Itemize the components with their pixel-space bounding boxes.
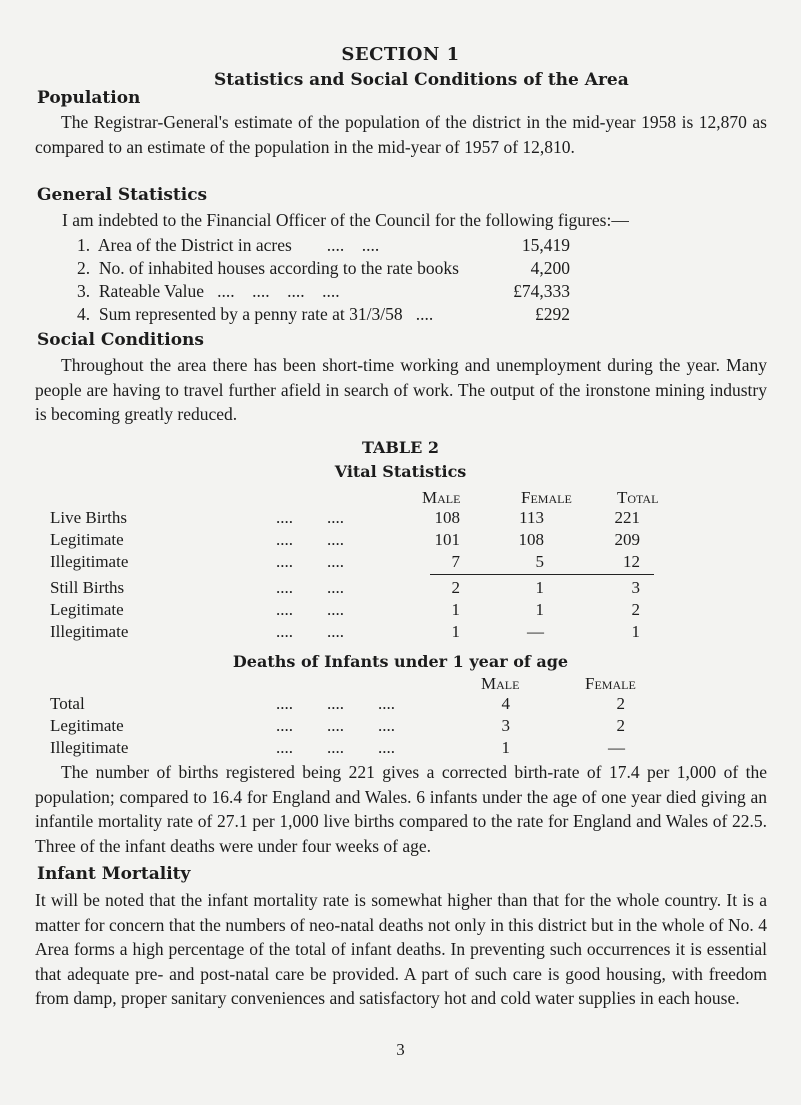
row-label: Illegitimate xyxy=(50,738,129,757)
cell-total: 1 xyxy=(631,622,640,641)
cell-female: — xyxy=(608,738,625,757)
column-header-female: Female xyxy=(585,674,636,693)
cell-female: 2 xyxy=(616,716,625,735)
row-dots: .... .... xyxy=(276,578,344,597)
general-statistics-intro: I am indebted to the Financial Officer of the Council for the following figures:— xyxy=(62,210,629,230)
infant-deaths-title: Deaths of Infants under 1 year of age xyxy=(232,652,569,671)
row-label: Legitimate xyxy=(50,716,124,735)
row-dots: .... .... .... xyxy=(276,716,395,735)
cell-male: 101 xyxy=(434,530,460,549)
stat-item-value: £292 xyxy=(535,304,570,324)
row-label: Legitimate xyxy=(50,530,124,549)
cell-female: 1 xyxy=(535,578,544,597)
row-label: Total xyxy=(50,694,85,713)
general-statistics-heading: General Statistics xyxy=(37,185,208,205)
stat-item-value: 4,200 xyxy=(530,258,570,278)
row-dots: .... .... xyxy=(276,508,344,527)
stat-item-value: 15,419 xyxy=(521,235,570,255)
row-dots: .... .... xyxy=(276,622,344,641)
row-dots: .... .... xyxy=(276,600,344,619)
row-label: Legitimate xyxy=(50,600,124,619)
cell-male: 3 xyxy=(501,716,510,735)
row-label: Still Births xyxy=(50,578,125,597)
cell-total: 209 xyxy=(614,530,640,549)
cell-male: 2 xyxy=(451,578,460,597)
social-conditions-heading: Social Conditions xyxy=(37,330,204,350)
section-title: SECTION 1 xyxy=(341,44,460,65)
cell-male: 1 xyxy=(501,738,510,757)
cell-male: 1 xyxy=(451,622,460,641)
cell-female: — xyxy=(527,622,544,641)
row-label: Illegitimate xyxy=(50,622,129,641)
infant-mortality-paragraph: It will be noted that the infant mortality rate is somewhat higher than that for the whole country. It is a matter for concern that the numbers of neo-natal deaths not only in this district but in the whole of No. 4 Area forms a high percentage of the total of infant deaths. In preventing such occurrences it is essential that adequate pre- and post-natal care be provided. A part of such care is good housing, with freedom from damp, proper sanitary conveniences and satisfactory hot and cold water supplies in each house. xyxy=(35,890,767,1008)
infant-mortality-heading: Infant Mortality xyxy=(37,864,191,884)
row-dots: .... .... xyxy=(276,530,344,549)
cell-female: 1 xyxy=(535,600,544,619)
column-header-female: Female xyxy=(521,488,572,507)
column-header-male: Male xyxy=(481,674,520,693)
cell-male: 4 xyxy=(501,694,510,713)
cell-female: 5 xyxy=(535,552,544,571)
cell-male: 1 xyxy=(451,600,460,619)
population-paragraph: The Registrar-General's estimate of the population of the district in the mid-year 1958 is 12,870 as compared to an estimate of the population in the mid-year of 1957 of 12,810. xyxy=(35,112,767,157)
cell-total: 2 xyxy=(631,600,640,619)
table-divider xyxy=(430,574,654,575)
cell-male: 108 xyxy=(434,508,460,527)
cell-total: 12 xyxy=(623,552,640,571)
cell-male: 7 xyxy=(451,552,460,571)
stat-item-label: 1. Area of the District in acres .... .... xyxy=(77,235,380,255)
table2-subtitle: Vital Statistics xyxy=(334,462,467,481)
social-conditions-paragraph: Throughout the area there has been short-time working and unemployment during the year. Many people are having to travel further afield in search of work. The output of the ironstone mining industry is becoming greatly reduced. xyxy=(35,355,767,424)
row-label: Live Births xyxy=(50,508,127,527)
stat-item-label: 4. Sum represented by a penny rate at 31/3/58 .... xyxy=(77,304,434,324)
stat-item-value: £74,333 xyxy=(513,281,570,301)
column-header-total: Total xyxy=(617,488,659,507)
cell-female: 113 xyxy=(519,508,544,527)
cell-total: 221 xyxy=(614,508,640,527)
row-dots: .... .... .... xyxy=(276,694,395,713)
section-subtitle: Statistics and Social Conditions of the Area xyxy=(214,70,629,90)
cell-female: 2 xyxy=(616,694,625,713)
cell-total: 3 xyxy=(631,578,640,597)
row-dots: .... .... xyxy=(276,552,344,571)
population-heading: Population xyxy=(37,88,141,108)
table2-title: TABLE 2 xyxy=(361,438,440,457)
cell-female: 108 xyxy=(518,530,544,549)
row-label: Illegitimate xyxy=(50,552,129,571)
column-header-male: Male xyxy=(422,488,461,507)
births-paragraph: The number of births registered being 221 gives a corrected birth-rate of 17.4 per 1,000 of the population; compared to 16.4 for England and Wales. 6 infants under the age of one year died giving an infantile mortality rate of 27.1 per 1,000 live births compared to the rate for England and Wales of 22.5. Three of the infant deaths were under four weeks of age. xyxy=(35,762,767,856)
stat-item-label: 2. No. of inhabited houses according to the rate books xyxy=(77,258,459,278)
row-dots: .... .... .... xyxy=(276,738,395,757)
page-number: 3 xyxy=(396,1040,405,1059)
stat-item-label: 3. Rateable Value .... .... .... .... xyxy=(77,281,340,301)
